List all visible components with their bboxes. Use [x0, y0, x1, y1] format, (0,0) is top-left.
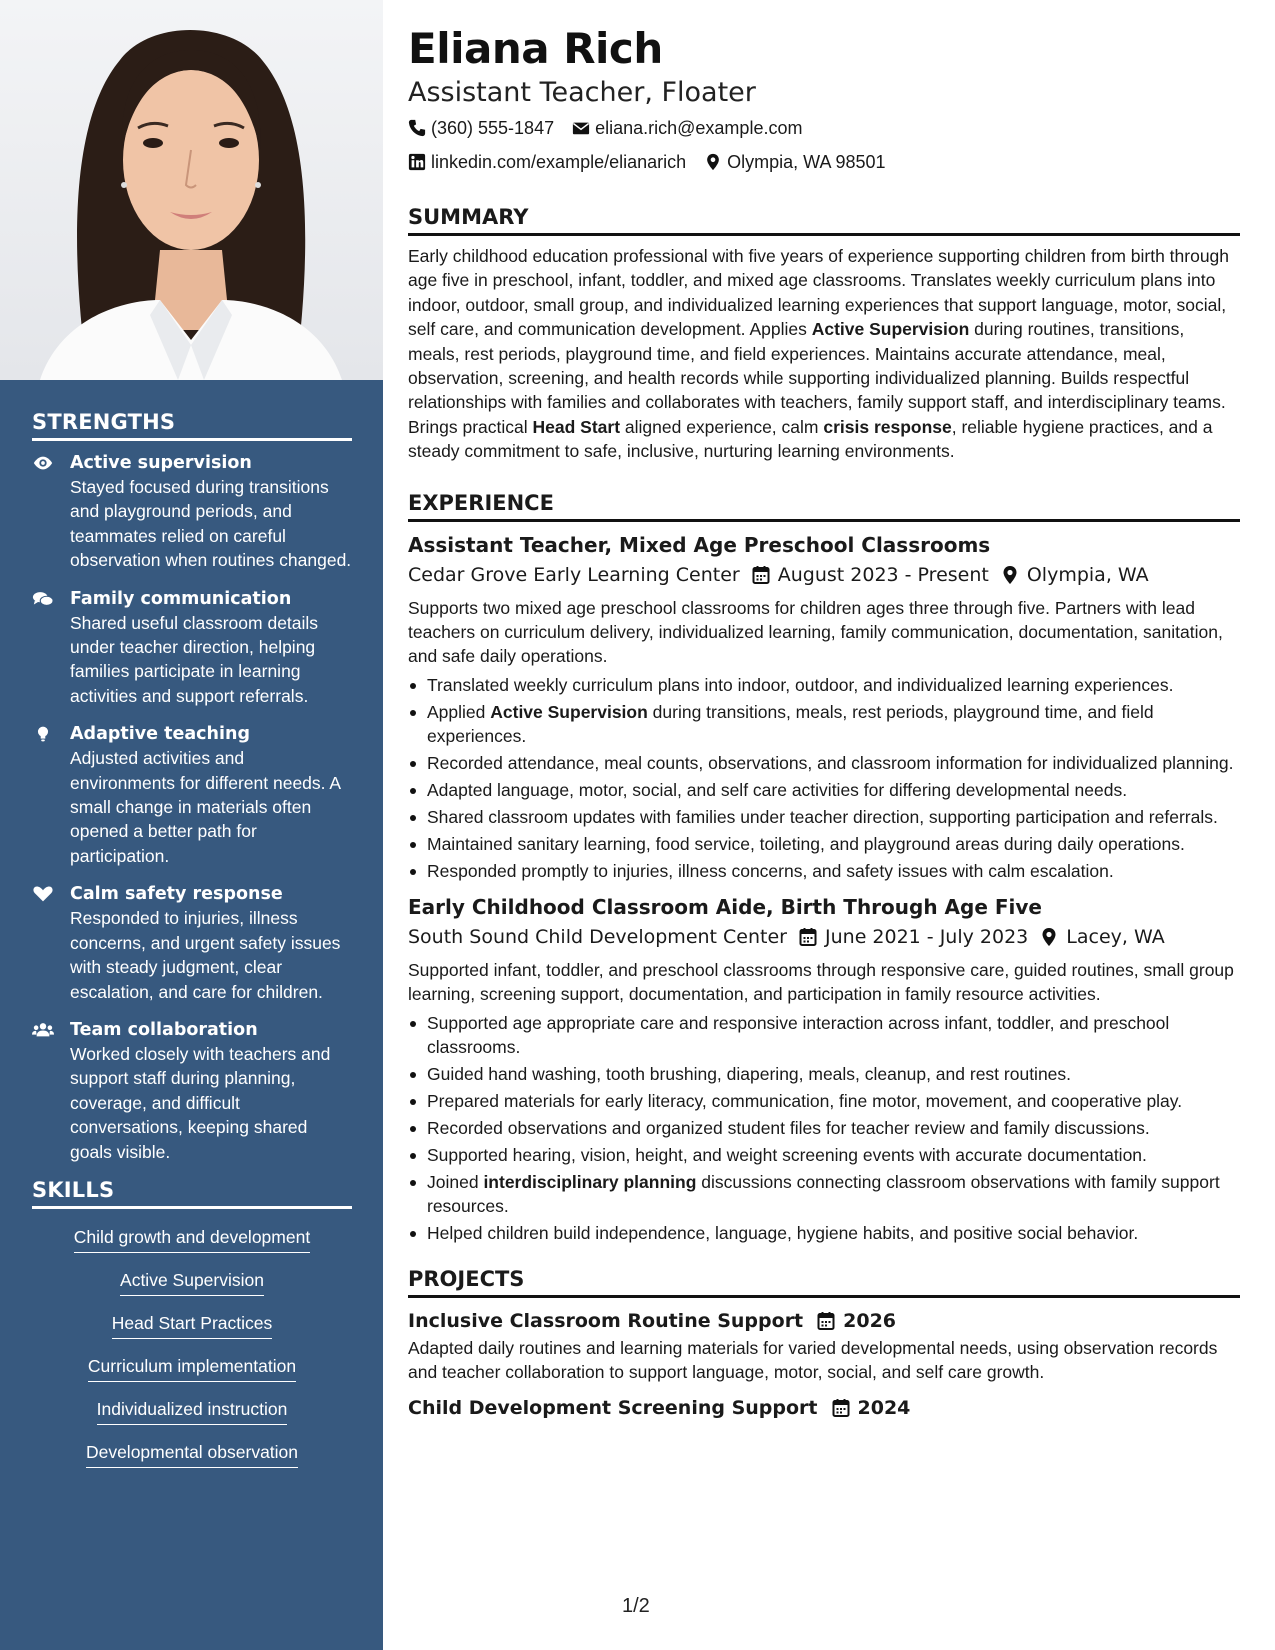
sidebar [0, 0, 383, 1650]
project-description: Adapted daily routines and learning materials for varied developmental needs, using observation records and teacher collaboration to support language, motor, social, and self care growth. [408, 1337, 1218, 1383]
calendar-icon [817, 1311, 835, 1331]
strength-item [32, 722, 352, 868]
job-bullets [408, 673, 1240, 884]
comments-icon [32, 587, 70, 709]
envelope-icon [572, 119, 590, 137]
strength-title: Team collaboration [70, 1019, 258, 1040]
list-item: Supported age appropriate care and responsive interaction across infant, toddler, and preschool classrooms. [408, 1011, 1240, 1060]
location-text: Olympia, WA 98501 [727, 152, 886, 172]
job-bullets [408, 1011, 1240, 1246]
list-item: Joined interdisciplinary planning discussions connecting classroom observations with family support resources. [408, 1170, 1240, 1219]
strength-title: Family communication [70, 588, 292, 609]
job-meta [408, 560, 1240, 590]
main-content [408, 22, 1240, 1423]
job-meta [408, 922, 1240, 952]
contact-phone[interactable] [408, 112, 554, 144]
job-title: Assistant Teacher, Mixed Age Preschool Classrooms [408, 532, 991, 557]
linkedin-icon [408, 153, 426, 171]
contact-location [704, 146, 885, 178]
strengths-heading: STRENGTHS [32, 410, 352, 441]
job-dates: June 2021 - July 2023 [799, 922, 1028, 952]
strength-desc: Shared useful classroom details under teacher direction, helping families participate in learning activities and support referrals. [70, 612, 319, 706]
map-marker-icon [1040, 927, 1058, 947]
list-item: Guided hand washing, tooth brushing, diapering, meals, cleanup, and rest routines. [408, 1062, 1240, 1086]
strength-title: Adaptive teaching [70, 724, 250, 745]
skill-tag: Individualized instruction [97, 1397, 288, 1425]
list-item: Recorded attendance, meal counts, observations, and classroom information for individualized planning. [408, 751, 1240, 775]
project-year: 2024 [857, 1396, 911, 1419]
job-description: Supports two mixed age preschool classrooms for children ages three through five. Partners with lead teachers on curriculum delivery, individualized learning, family communication, documentation, sanitation, and safe daily operations. [408, 597, 1223, 667]
heart-icon [32, 882, 70, 1004]
job-org: Cedar Grove Early Learning Center [408, 563, 740, 586]
phone-icon [408, 119, 426, 137]
strength-item [32, 882, 352, 1004]
list-item: Responded promptly to injuries, illness concerns, and safety issues with calm escalation. [408, 859, 1240, 883]
calendar-icon [832, 1398, 850, 1418]
job-dates: August 2023 - Present [752, 560, 989, 590]
eye-icon [32, 451, 70, 573]
calendar-icon [799, 927, 817, 947]
contact-row [408, 112, 1240, 144]
skill-list [32, 1219, 352, 1483]
strength-desc: Stayed focused during transitions and playground periods, and teammates relied on careful observation when routines changed. [70, 477, 352, 571]
phone-text: (360) 555-1847 [431, 118, 555, 138]
skill-tag: Child growth and development [74, 1225, 310, 1253]
list-item: Applied Active Supervision during transitions, meals, rest periods, playground time, and field experiences. [408, 700, 1240, 749]
job-location: Olympia, WA [1001, 560, 1149, 590]
sidebar-content [32, 410, 352, 1483]
page-number: 1/2 [622, 1595, 650, 1617]
strength-item [32, 451, 352, 573]
experience-heading: EXPERIENCE [408, 490, 1240, 522]
project-year: 2026 [843, 1309, 897, 1332]
portrait-image [0, 0, 383, 380]
skill-tag: Head Start Practices [112, 1311, 272, 1339]
skills-heading: SKILLS [32, 1178, 352, 1209]
contact-linkedin[interactable] [408, 146, 686, 178]
list-item: Shared classroom updates with families under teacher direction, supporting participation and referrals. [408, 805, 1240, 829]
candidate-role: Assistant Teacher, Floater [408, 77, 756, 108]
strength-item [32, 1018, 352, 1164]
job-org: South Sound Child Development Center [408, 925, 787, 948]
strength-desc: Responded to injuries, illness concerns, and urgent safety issues with steady judgment, clear escalation, and care for children. [70, 908, 341, 1002]
candidate-name: Eliana Rich [408, 24, 663, 73]
email-text: eliana.rich@example.com [595, 118, 803, 138]
profile-photo [0, 0, 383, 380]
list-item: Helped children build independence, language, hygiene habits, and positive social behavior. [408, 1221, 1240, 1245]
job-title: Early Childhood Classroom Aide, Birth Through Age Five [408, 894, 1042, 919]
contact-row [408, 146, 1240, 178]
map-marker-icon [704, 153, 722, 171]
list-item: Prepared materials for early literacy, communication, fine motor, movement, and cooperative play. [408, 1089, 1240, 1113]
strength-desc: Adjusted activities and environments for different needs. A small change in materials often opened a better path for participation. [70, 748, 341, 866]
summary-heading: SUMMARY [408, 204, 1240, 236]
list-item: Recorded observations and organized student files for teacher review and family discussions. [408, 1116, 1240, 1140]
strength-desc: Worked closely with teachers and support staff during planning, coverage, and difficult conversations, keeping shared goals visible. [70, 1043, 331, 1162]
skill-tag: Curriculum implementation [88, 1354, 296, 1382]
users-icon [32, 1018, 70, 1164]
contact-email[interactable] [572, 112, 802, 144]
linkedin-text: linkedin.com/example/elianarich [431, 152, 687, 172]
job-description: Supported infant, toddler, and preschool classrooms through responsive care, guided routines, small group learning, screening support, documentation, and participation in family resource activities. [408, 959, 1234, 1005]
strength-title: Calm safety response [70, 884, 283, 905]
list-item: Adapted language, motor, social, and self care activities for differing developmental needs. [408, 778, 1240, 802]
calendar-icon [752, 565, 770, 585]
strength-title: Active supervision [70, 453, 252, 473]
map-marker-icon [1001, 565, 1019, 585]
job-location: Lacey, WA [1040, 922, 1164, 952]
list-item: Supported hearing, vision, height, and weight screening events with accurate documentation. [408, 1143, 1240, 1167]
project-title: Inclusive Classroom Routine Support 2026 [408, 1306, 1240, 1336]
lightbulb-icon [32, 722, 70, 868]
list-item: Maintained sanitary learning, food service, toileting, and playground areas during daily operations. [408, 832, 1240, 856]
skill-tag: Active Supervision [120, 1268, 264, 1296]
strength-item [32, 587, 352, 709]
skill-tag: Developmental observation [86, 1440, 298, 1468]
list-item: Translated weekly curriculum plans into indoor, outdoor, and individualized learning experiences. [408, 673, 1240, 697]
project-title: Child Development Screening Support 2024 [408, 1393, 1240, 1423]
projects-heading: PROJECTS [408, 1266, 1240, 1298]
summary-text: Early childhood education professional with five years of experience supporting children from birth through age five in preschool, infant, toddler, and mixed age classrooms. Translates weekly curriculum plans into indoor, outdoor, small group, and individualized learning experiences that support language, motor, social, self care, and communication development. Applies Active Supervision during routines, transitions, meals, rest periods, playground time, and field experiences. Maintains accurate attendance, meal, observation, screening, and health records while supporting individualized planning. Builds respectful relationships with families and collaborates with teachers, family support staff, and interdisciplinary teams. Brings practical Head Start aligned experience, calm crisis response, reliable hygiene practices, and a steady commitment to safe, inclusive, nurturing learning environments. [408, 246, 1230, 462]
